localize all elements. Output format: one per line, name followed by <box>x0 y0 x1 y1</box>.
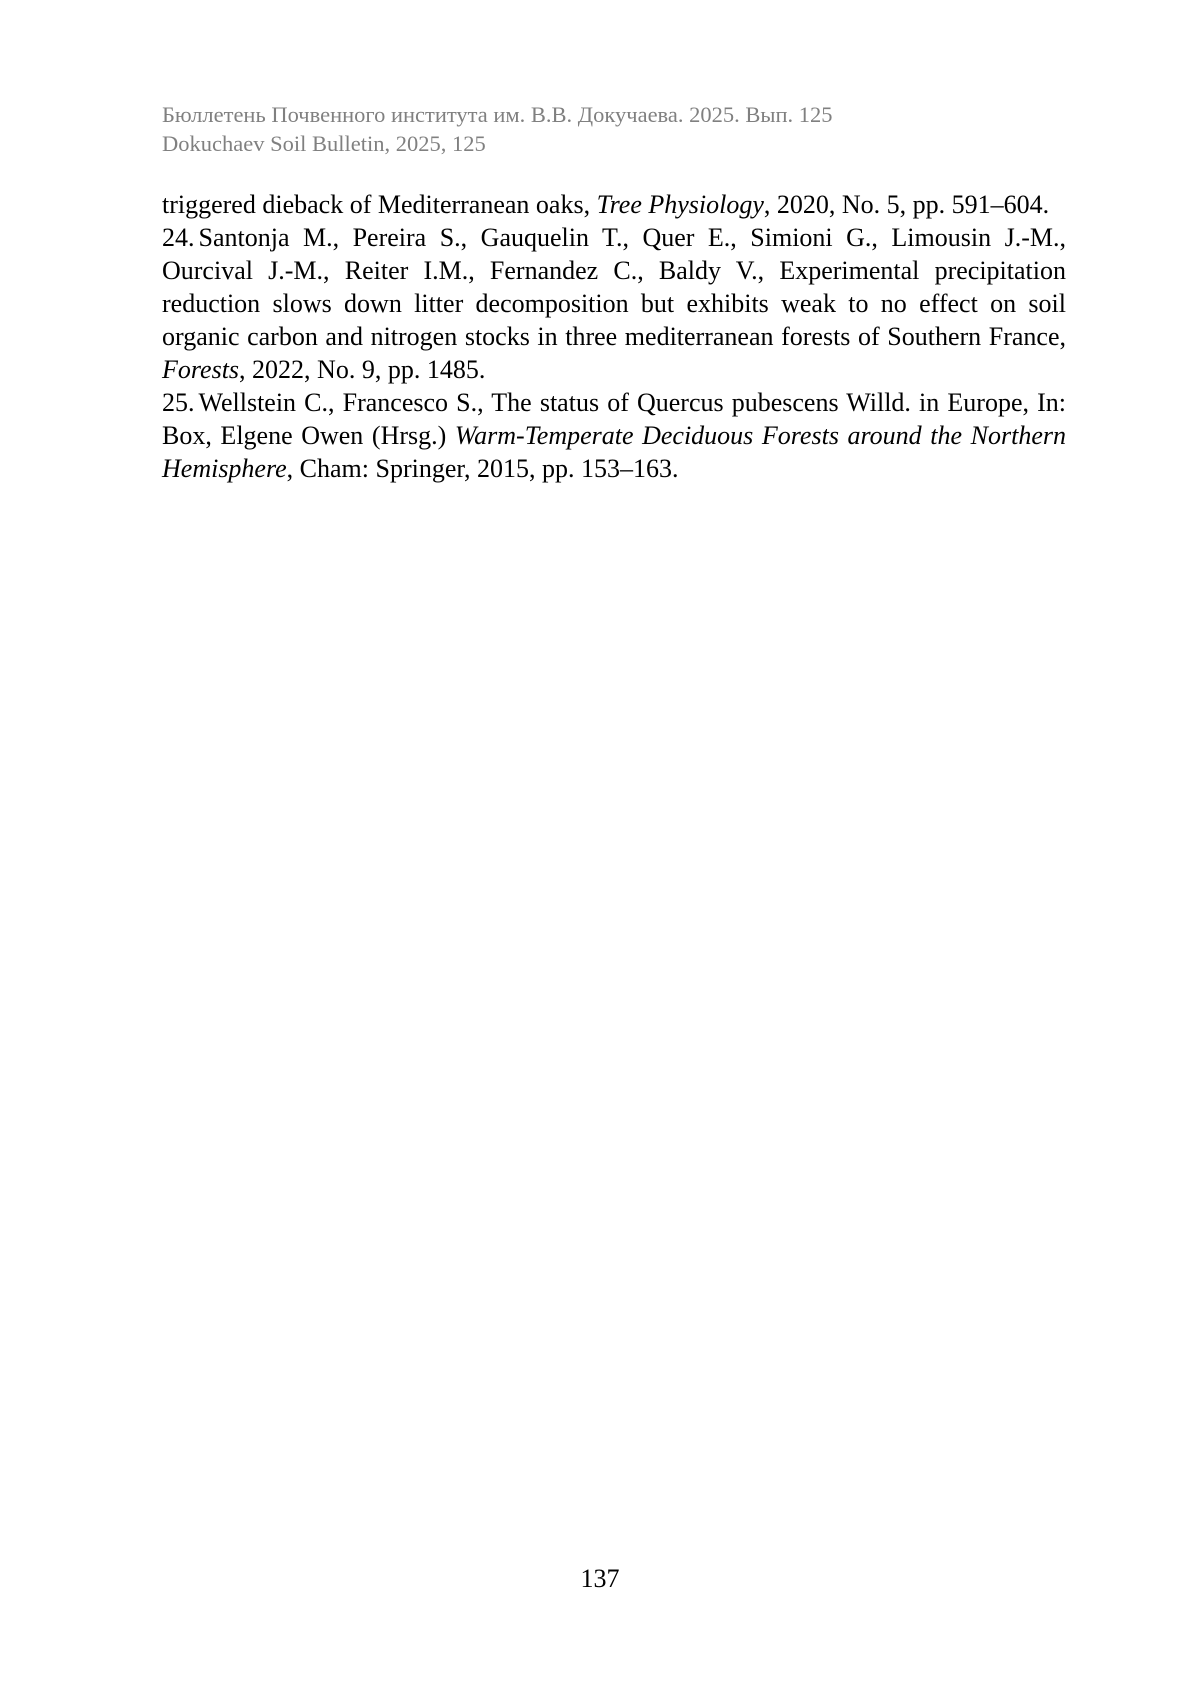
reference-item <box>162 386 1066 485</box>
book-title: Warm-Temperate Deciduous Forests around the Northern Hemisphere <box>162 421 1066 483</box>
reference-number: 24. <box>162 223 195 252</box>
reference-list <box>162 188 1066 485</box>
page-number: 137 <box>580 1564 620 1593</box>
reference-text: Wellstein C., Francesco S., The status of Quercus pubescens Willd. in Europe, In: Box, Elgene Owen (Hrsg.) <box>162 388 1066 450</box>
reference-details: , Cham: Springer, 2015, pp. 153–163. <box>286 454 679 483</box>
reference-text: Santonja M., Pereira S., Gauquelin T., Quer E., Simioni G., Limousin J.-M., Ourcival J.-M., Reiter I.M., Fernandez C., Baldy V., Experimental precipitation reduction slows down litter decomposition but exhibits weak to no effect on soil organic carbon and nitrogen stocks in three mediterranean forests of Southern France, <box>162 223 1066 351</box>
header-title-en: Dokuchaev Soil Bulletin, 2025, 125 <box>162 131 486 156</box>
reference-details: , 2020, No. 5, pp. 591–604. <box>763 190 1050 219</box>
journal-title: Forests <box>162 355 240 384</box>
reference-item <box>162 221 1066 386</box>
reference-number: 25. <box>162 388 195 417</box>
running-header <box>162 100 1062 158</box>
reference-details: , 2022, No. 9, pp. 1485. <box>239 355 486 384</box>
reference-text: triggered dieback of Mediterranean oaks, <box>162 190 597 219</box>
header-title-ru: Бюллетень Почвенного института им. В.В. Докучаева. 2025. Вып. 125 <box>162 102 833 127</box>
reference-continuation <box>162 188 1066 221</box>
journal-title: Tree Physiology <box>596 190 764 219</box>
